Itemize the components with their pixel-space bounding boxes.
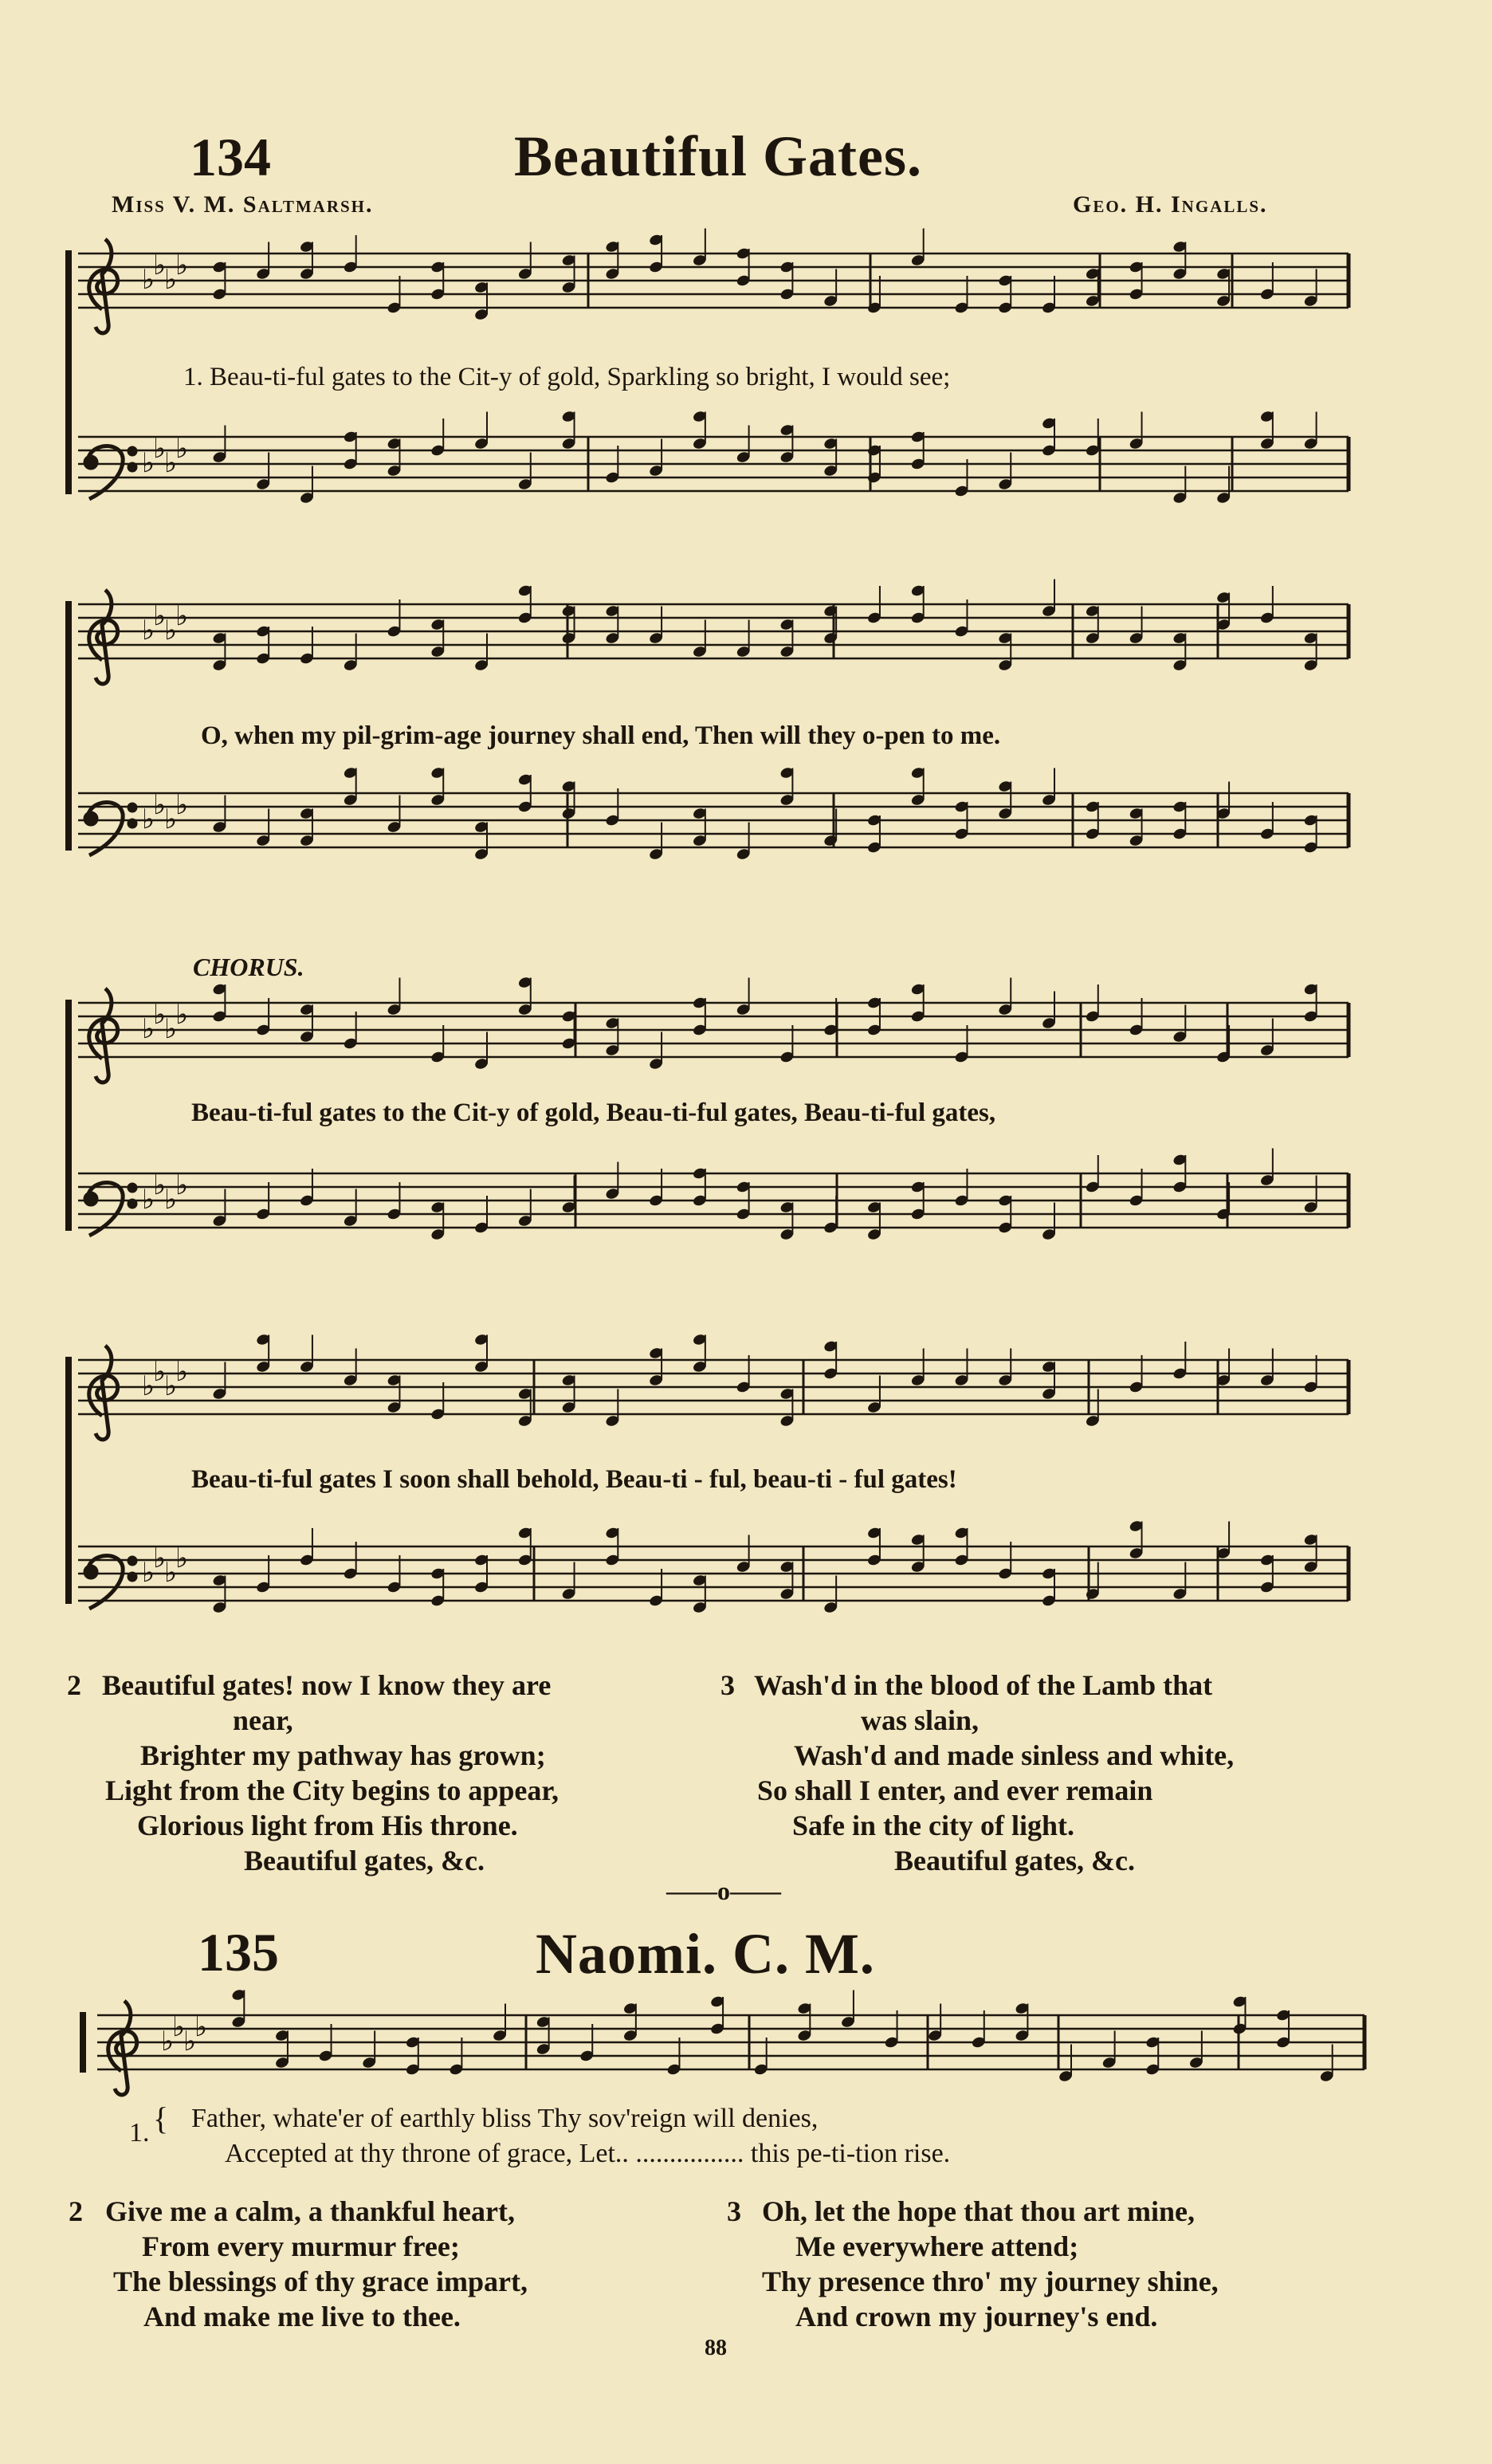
verse-line: Wash'd in the blood of the Lamb that [754,1669,1213,1701]
svg-text:♭: ♭ [142,264,155,296]
bass-staff-1 [78,410,1349,505]
svg-text:♭: ♭ [175,999,189,1031]
page-number: 88 [705,2336,727,2360]
chorus-label: CHORUS. [193,953,304,981]
verse-line: Me everywhere attend; [795,2230,1079,2262]
treble-staff-1 [78,229,1349,333]
composer-credit: Geo. H. Ingalls. [1073,191,1268,218]
hymn-title-135: Naomi. C. M. [536,1922,875,1986]
verse-line: Beautiful gates, &c. [244,1845,485,1876]
verse-line: Light from the City begins to appear, [105,1774,560,1806]
svg-text:♭: ♭ [175,600,189,632]
verse-line: Brighter my pathway has grown; [140,1739,546,1771]
verse-line: The blessings of thy grace impart, [113,2266,528,2297]
verse-line: Oh, let the hope that thou art mine, [762,2195,1195,2227]
treble-staff-4 [78,1333,1349,1440]
verse-line: was slain, [861,1704,980,1736]
hymn-number-134: 134 [190,127,271,187]
svg-text:♭: ♭ [142,447,155,479]
svg-text:♭: ♭ [153,250,167,281]
svg-text:♭: ♭ [164,1370,178,1402]
verse-number: 3 [720,1669,735,1701]
svg-text:♭: ♭ [175,1356,189,1388]
verse-line: Safe in the city of light. [792,1810,1074,1841]
svg-text:♭: ♭ [164,804,178,835]
author-credit: Miss V. M. Saltmarsh. [112,191,374,218]
svg-text:♭: ♭ [175,250,189,281]
svg-text:♭: ♭ [164,615,178,646]
chorus-line-1: Beau-ti-ful gates to the Cit-y of gold, Beau-ti-ful gates, Beau-ti-ful gates, [191,1098,996,1127]
bass-staff-4 [78,1519,1349,1614]
svg-text:♭: ♭ [164,1184,178,1216]
verse-line: Glorious light from His throne. [137,1810,518,1841]
svg-text:♭: ♭ [153,600,167,632]
bass-staff-3 [78,1149,1349,1241]
svg-text:♭: ♭ [153,1356,167,1388]
svg-text:♭: ♭ [164,1557,178,1589]
verse-line: Wash'd and made sinless and white, [794,1739,1235,1771]
verse-line: Accepted at thy throne of grace, Let.. ................ this pe-ti-tion rise. [225,2139,951,2168]
treble-staff-3 [78,976,1349,1083]
svg-text:♭: ♭ [175,1542,189,1574]
svg-text:♭: ♭ [153,433,167,465]
verse-line: So shall I enter, and ever remain [757,1774,1153,1806]
svg-text:♭: ♭ [153,1169,167,1201]
svg-text:♭: ♭ [164,264,178,296]
verse-line: Beautiful gates, &c. [894,1845,1135,1876]
verse-line: From every murmur free; [142,2230,460,2262]
verse-number: 1. [129,2118,150,2148]
svg-text:♭: ♭ [183,2026,197,2057]
lyrics-line-1: 1. Beau-ti-ful gates to the Cit-y of gold, Sparkling so bright, I would see; [183,363,951,391]
svg-text:♭: ♭ [164,1013,178,1045]
hymn-title-134: Beautiful Gates. [514,124,922,188]
svg-text:♭: ♭ [161,2026,175,2057]
verse-line: near, [233,1704,293,1736]
svg-text:♭: ♭ [142,1557,155,1589]
svg-text:♭: ♭ [142,615,155,646]
svg-text:♭: ♭ [142,1370,155,1402]
divider: ——o—— [666,1876,781,1905]
bass-staff-2 [78,766,1349,861]
verse-number: 3 [727,2195,741,2227]
verse-line: And crown my journey's end. [795,2301,1158,2332]
verse-line: Give me a calm, a thankful heart, [105,2195,515,2227]
verse-number: 2 [67,1669,81,1701]
verse-line: Father, whate'er of earthly bliss Thy sov'reign will denies, [191,2104,819,2133]
svg-text:♭: ♭ [153,789,167,821]
svg-text:♭: ♭ [153,999,167,1031]
verse-line: Thy presence thro' my journey shine, [762,2266,1219,2297]
brace-icon: { [153,2100,169,2136]
verse-line: Beautiful gates! now I know they are [102,1669,552,1701]
hymn-number-135: 135 [198,1922,279,1983]
svg-text:♭: ♭ [142,1184,155,1216]
svg-text:♭: ♭ [175,789,189,821]
svg-text:♭: ♭ [175,1169,189,1201]
svg-text:♭: ♭ [164,447,178,479]
treble-staff-2 [78,580,1349,684]
chorus-line-2: Beau-ti-ful gates I soon shall behold, Beau-ti - ful, beau-ti - ful gates! [191,1465,957,1494]
svg-text:♭: ♭ [153,1542,167,1574]
svg-text:♭: ♭ [194,2011,208,2043]
lyrics-line-2: O, when my pil-grim-age journey shall end, Then will they o-pen to me. [201,721,1001,750]
svg-text:♭: ♭ [142,804,155,835]
verse-number: 2 [69,2195,83,2227]
svg-text:♭: ♭ [172,2011,186,2043]
svg-text:♭: ♭ [142,1013,155,1045]
verse-line: And make me live to thee. [143,2301,461,2332]
treble-staff-naomi [97,1988,1364,2095]
svg-text:♭: ♭ [175,433,189,465]
